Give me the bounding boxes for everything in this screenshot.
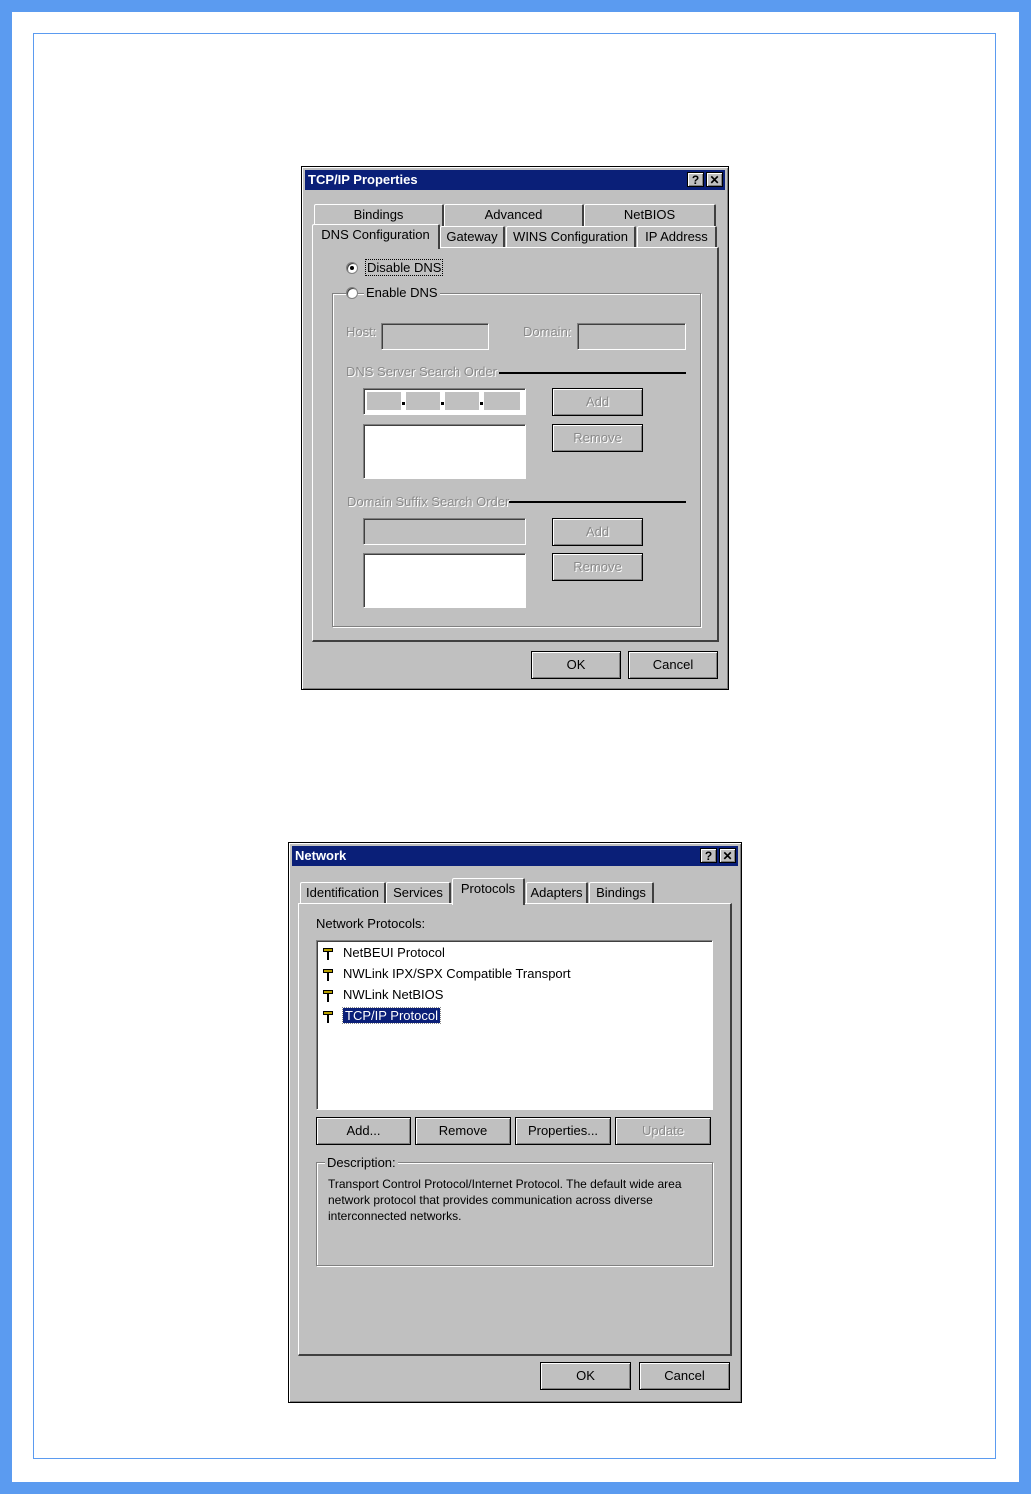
tab-dns-configuration[interactable]: DNS Configuration (312, 224, 440, 249)
dns-server-ip-input[interactable] (363, 388, 526, 415)
host-label: Host: (346, 324, 377, 339)
network-protocols-label: Network Protocols: (316, 916, 426, 931)
dns-server-divider (499, 372, 686, 374)
help-icon[interactable]: ? (700, 848, 717, 863)
tab-bindings[interactable]: Bindings (589, 882, 654, 904)
properties-button[interactable]: Properties... (515, 1117, 611, 1145)
domain-suffix-search-order-label: Domain Suffix Search Order (347, 494, 510, 509)
network-protocol-icon (321, 1010, 341, 1024)
list-item[interactable]: NWLink NetBIOS (321, 985, 443, 1005)
dns-server-add-button[interactable]: Add (552, 388, 643, 416)
tab-identification[interactable]: Identification (300, 882, 386, 904)
network-protocol-icon (321, 968, 341, 982)
tab-ip-address[interactable]: IP Address (637, 226, 717, 248)
tab-wins-configuration[interactable]: WINS Configuration (506, 226, 636, 248)
tcpip-title: TCP/IP Properties (308, 172, 418, 187)
disable-dns-radio[interactable] (346, 262, 358, 274)
network-cancel-button[interactable]: Cancel (639, 1362, 730, 1390)
network-protocols-list[interactable] (316, 940, 713, 1110)
tcpip-cancel-button[interactable]: Cancel (628, 651, 718, 679)
tcpip-ok-button[interactable]: OK (531, 651, 621, 679)
domain-suffix-input[interactable] (363, 518, 526, 545)
tab-bindings[interactable]: Bindings (314, 204, 444, 226)
dns-server-remove-button[interactable]: Remove (552, 424, 643, 452)
list-item[interactable]: NetBEUI Protocol (321, 943, 445, 963)
enable-dns-label[interactable]: Enable DNS (366, 285, 438, 300)
description-label: Description: (327, 1155, 396, 1170)
tab-adapters[interactable]: Adapters (526, 882, 588, 904)
domain-label: Domain: (523, 324, 572, 339)
tab-advanced[interactable]: Advanced (444, 204, 584, 226)
list-item[interactable]: NWLink IPX/SPX Compatible Transport (321, 964, 571, 984)
help-icon[interactable]: ? (687, 172, 704, 187)
domain-suffix-list[interactable] (363, 553, 526, 608)
enable-dns-radio[interactable] (346, 287, 358, 299)
network-tab-panel (298, 903, 732, 1356)
tab-protocols[interactable]: Protocols (452, 878, 525, 905)
list-item-selected[interactable]: TCP/IP Protocol (321, 1006, 440, 1026)
tcpip-titlebar (305, 170, 725, 190)
domain-input[interactable] (577, 323, 686, 350)
disable-dns-label[interactable]: Disable DNS (367, 260, 442, 275)
remove-protocol-button[interactable]: Remove (415, 1117, 511, 1145)
network-titlebar (292, 846, 738, 866)
tab-services[interactable]: Services (386, 882, 451, 904)
domain-suffix-remove-button[interactable]: Remove (552, 553, 643, 581)
network-title: Network (295, 848, 347, 863)
tcpip-tab-panel (312, 247, 719, 642)
network-ok-button[interactable]: OK (540, 1362, 631, 1390)
network-protocol-icon (321, 947, 341, 961)
description-text: Transport Control Protocol/Internet Protocol. The default wide area network protocol that provides communication across diverse interconnected networks. (328, 1177, 682, 1223)
close-icon[interactable]: ✕ (706, 172, 723, 187)
tab-gateway[interactable]: Gateway (440, 226, 505, 248)
add-protocol-button[interactable]: Add... (316, 1117, 411, 1145)
tab-netbios[interactable]: NetBIOS (584, 204, 716, 226)
domain-suffix-divider (509, 501, 686, 503)
close-icon[interactable]: ✕ (719, 848, 736, 863)
network-dialog (288, 842, 742, 1403)
network-protocol-icon (321, 989, 341, 1003)
host-input[interactable] (381, 323, 489, 350)
dns-server-search-order-label: DNS Server Search Order (346, 364, 497, 379)
update-button[interactable]: Update (615, 1117, 711, 1145)
domain-suffix-add-button[interactable]: Add (552, 518, 643, 546)
dns-server-list[interactable] (363, 424, 526, 479)
tcpip-properties-dialog (301, 166, 729, 690)
